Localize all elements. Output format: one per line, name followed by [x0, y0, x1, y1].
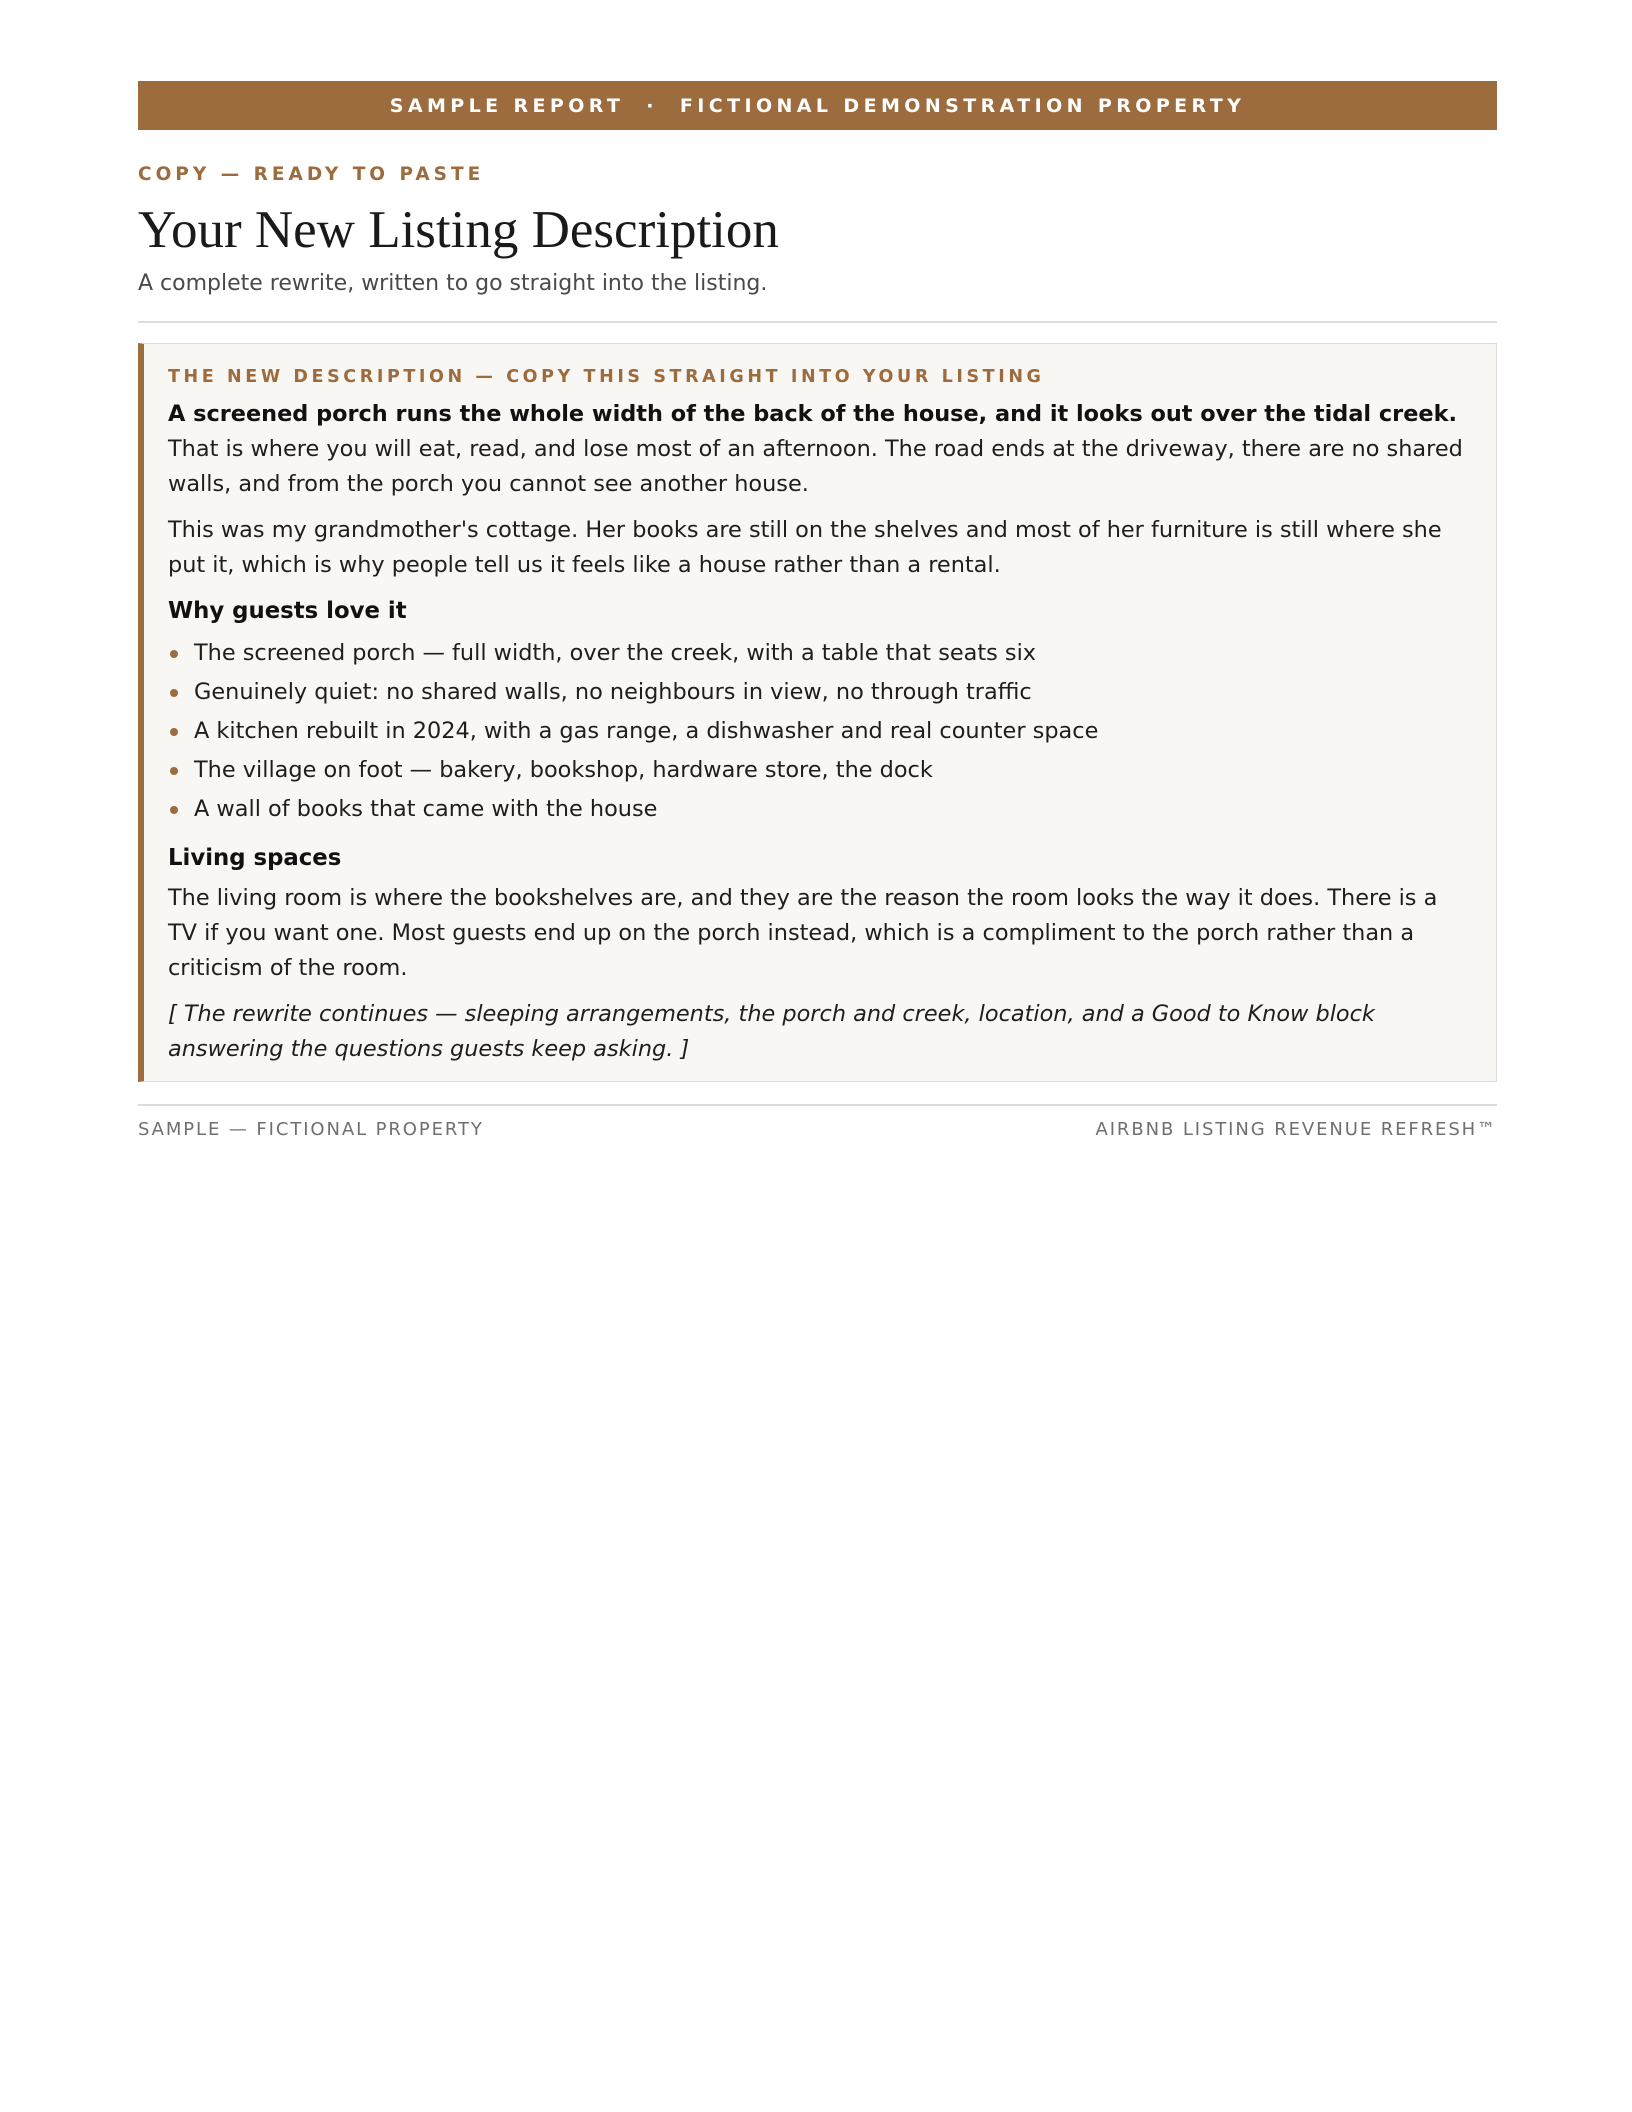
bullet-dot-icon [170, 650, 178, 658]
footer-divider [138, 1104, 1497, 1106]
history-paragraph: This was my grandmother's cottage. Her books are still on the shelves and most of her furniture is still where she put it, which is why people tell us it feels like a house rather than a rental. [168, 517, 1442, 578]
banner-right-text: FICTIONAL DEMONSTRATION PROPERTY [679, 94, 1246, 117]
report-page [138, 81, 1497, 1140]
list-item-text: The screened porch — full width, over the creek, with a table that seats six [194, 640, 1037, 666]
bullet-dot-icon [170, 767, 178, 775]
list-item [168, 712, 1472, 751]
footer-left-text: SAMPLE — FICTIONAL PROPERTY [138, 1119, 484, 1140]
page-footer [138, 1119, 1497, 1140]
list-item-text: Genuinely quiet: no shared walls, no neighbours in view, no through traffic [194, 679, 1032, 705]
list-item [168, 673, 1472, 712]
bullet-dot-icon [170, 728, 178, 736]
sample-report-banner [138, 81, 1497, 130]
page-title: Your New Listing Description [138, 201, 779, 259]
continuation-note: [ The rewrite continues — sleeping arrangements, the porch and creek, location, and a Good to Know block answering the questions guests keep asking. ] [168, 1001, 1375, 1062]
page-subtitle: A complete rewrite, written to go straight into the listing. [138, 271, 768, 296]
list-item [168, 751, 1472, 790]
list-item-text: A kitchen rebuilt in 2024, with a gas range, a dishwasher and real counter space [194, 718, 1099, 744]
intro-rest-text: That is where you will eat, read, and lose most of an afternoon. The road ends at the driveway, there are no shared walls, and from the porch you cannot see another house. [168, 436, 1463, 497]
why-guests-list [168, 634, 1472, 829]
banner-left-text: SAMPLE REPORT [389, 94, 625, 117]
intro-lead-sentence: A screened porch runs the whole width of the back of the house, and it looks out over the tidal creek. [168, 401, 1457, 427]
section-eyebrow: COPY — READY TO PASTE [138, 164, 485, 185]
list-item-text: The village on foot — bakery, bookshop, hardware store, the dock [194, 757, 933, 783]
living-spaces-paragraph: The living room is where the bookshelves are, and they are the reason the room looks the way it does. There is a TV if you want one. Most guests end up on the porch instead, which is a compliment to the porch rather than a criticism of the room. [168, 885, 1438, 981]
listing-description-box[interactable] [138, 343, 1497, 1082]
why-guests-heading: Why guests love it [168, 598, 407, 624]
footer-right-text: AIRBNB LISTING REVENUE REFRESH™ [1095, 1119, 1497, 1140]
list-item-text: A wall of books that came with the house [194, 796, 658, 822]
list-item [168, 634, 1472, 673]
bullet-dot-icon [170, 806, 178, 814]
list-item [168, 790, 1472, 829]
banner-separator: · [646, 94, 658, 117]
intro-paragraph [168, 397, 1472, 502]
copybox-label: THE NEW DESCRIPTION — COPY THIS STRAIGHT INTO YOUR LISTING [168, 367, 1045, 387]
living-spaces-heading: Living spaces [168, 845, 342, 871]
header-divider [138, 321, 1497, 323]
bullet-dot-icon [170, 689, 178, 697]
